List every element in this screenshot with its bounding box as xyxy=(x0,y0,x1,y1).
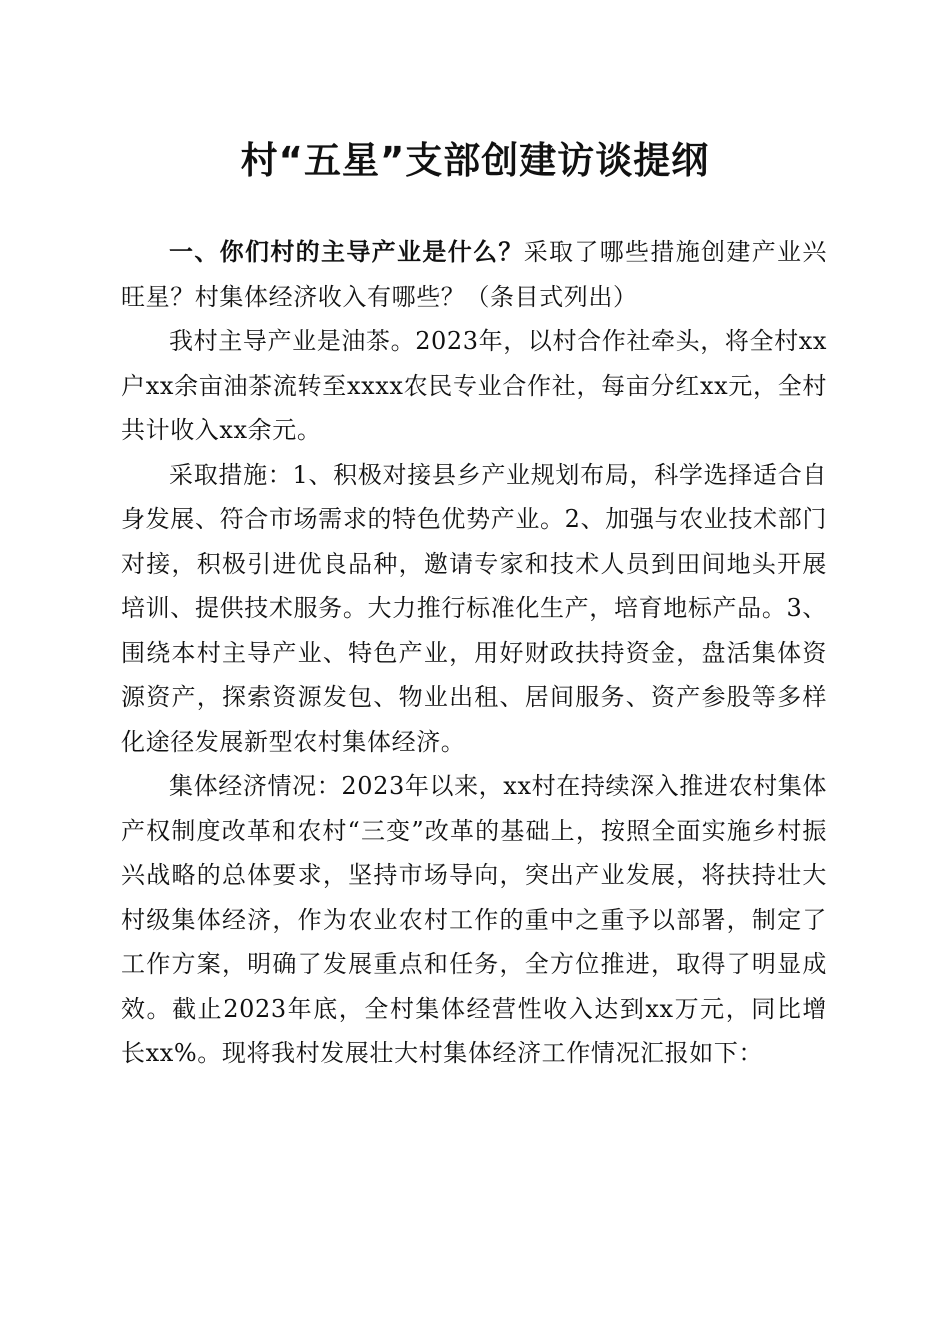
paragraph-collective-economy: 集体经济情况：2023年以来，xx村在持续深入推进农村集体产权制度改革和农村“三变”改革的基础上，按照全面实施乡村振兴战略的总体要求，坚持市场导向，突出产业发展，将扶持壮大村级集体经济，作为农业农村工作的重中之重予以部署，制定了工作方案，明确了发展重点和任务，全方位推进，取得了明显成效。截止2023年底，全村集体经营性收入达到xx万元，同比增长xx%。现将我村发展壮大村集体经济工作情况汇报如下： xyxy=(121,772,827,1067)
question-bold-text: 一、你们村的主导产业是什么？ xyxy=(169,238,524,266)
paragraph-measures: 采取措施：1、积极对接县乡产业规划布局，科学选择适合自身发展、符合市场需求的特色优势产业。2、加强与农业技术部门对接，积极引进优良品种，邀请专家和技术人员到田间地头开展培训、提供技术服务。大力推行标准化生产，培育地标产品。3、围绕本村主导产业、特色产业，用好财政扶持资金，盘活集体资源资产，探索资源发包、物业出租、居间服务、资产参股等多样化途径发展新型农村集体经济。 xyxy=(121,460,827,756)
question-regular-text: 采取了哪些措施创建产业兴旺星？村集体经济收入有哪些？（条目式列出） xyxy=(121,238,827,311)
question-heading xyxy=(121,230,827,319)
document-title: 村“五星”支部创建访谈提纲 xyxy=(240,139,710,182)
paragraph-main-industry: 我村主导产业是油茶。2023年，以村合作社牵头，将全村xx户xx余亩油茶流转至xxxx农民专业合作社，每亩分红xx元，全村共计收入xx余元。 xyxy=(121,327,827,444)
document-body xyxy=(121,230,827,1076)
